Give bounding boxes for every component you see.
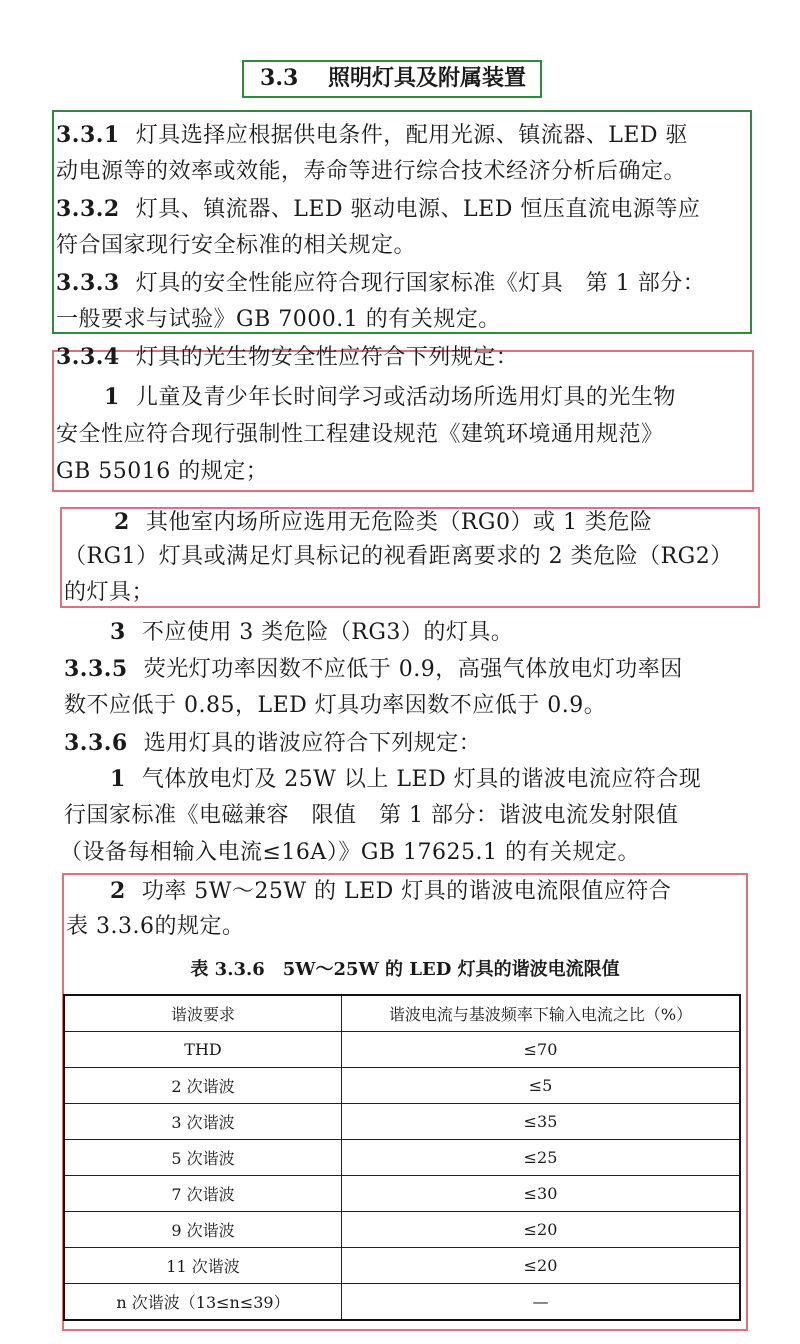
- table-row: [64, 1284, 740, 1321]
- harmonic-order-cell: 3 次谐波: [64, 1104, 342, 1140]
- clause-number: 3.3.4: [56, 344, 120, 370]
- item-text: 不应使用 3 类危险（RG3）的灯具。: [141, 620, 514, 645]
- clause-number: 3.3.6: [64, 730, 128, 756]
- harmonic-limit-cell: ≤70: [342, 1032, 741, 1068]
- clause-3-3-1-line-1: [56, 118, 756, 153]
- harmonic-limit-cell: ≤35: [342, 1104, 741, 1140]
- table-row: [64, 1068, 740, 1104]
- clause-number: 3.3.3: [56, 270, 120, 296]
- item-3-3-4-1-line-1: [56, 380, 800, 415]
- harmonic-order-cell: 5 次谐波: [64, 1140, 342, 1176]
- item-number: 1: [110, 766, 126, 792]
- harmonic-order-cell: 11 次谐波: [64, 1248, 342, 1284]
- clause-number: 3.3.2: [56, 196, 120, 222]
- item-3-3-6-2-line-2: 表 3.3.6的规定。: [66, 914, 245, 939]
- table-header-cell: 谐波要求: [64, 995, 342, 1032]
- item-text: 儿童及青少年长时间学习或活动场所选用灯具的光生物: [135, 385, 676, 410]
- clause-text: 灯具的光生物安全性应符合下列规定：: [135, 345, 519, 370]
- item-3-3-4-2-line-2: （RG1）灯具或满足灯具标记的视看距离要求的 2 类危险（RG2）: [64, 544, 733, 569]
- clause-text: 荧光灯功率因数不应低于 0.9，高强气体放电灯功率因: [143, 657, 683, 682]
- clause-text: 选用灯具的谐波应符合下列规定：: [143, 731, 482, 756]
- item-text: 其他室内场所应选用无危险类（RG0）或 1 类危险: [145, 510, 653, 535]
- table-header-cell: 谐波电流与基波频率下输入电流之比（%）: [342, 995, 741, 1032]
- harmonic-order-cell: 7 次谐波: [64, 1176, 342, 1212]
- clause-3-3-6-line-1: [64, 726, 764, 761]
- item-3-3-4-2-line-3: 的灯具；: [64, 580, 155, 605]
- clause-3-3-5-line-1: [64, 652, 764, 687]
- item-number: 1: [104, 384, 120, 410]
- item-3-3-4-2-line-1: [66, 505, 800, 540]
- harmonic-order-cell: n 次谐波（13≤n≤39）: [64, 1284, 342, 1321]
- clause-3-3-2-line-1: [56, 192, 756, 227]
- table-row: [64, 1104, 740, 1140]
- harmonic-order-cell: 9 次谐波: [64, 1212, 342, 1248]
- clause-number: 3.3.5: [64, 656, 128, 682]
- table-caption: 表 3.3.6 5W～25W 的 LED 灯具的谐波电流限值: [190, 959, 620, 980]
- item-3-3-4-1-line-3: GB 55016 的规定；: [56, 459, 269, 484]
- section-title: [244, 62, 542, 96]
- harmonic-order-cell: 2 次谐波: [64, 1068, 342, 1104]
- table-row: [64, 1032, 740, 1068]
- clause-number: 3.3.1: [56, 122, 120, 148]
- clause-text: 灯具的安全性能应符合现行国家标准《灯具 第 1 部分：: [135, 271, 706, 296]
- clause-3-3-2-line-2: 符合国家现行安全标准的相关规定。: [56, 233, 417, 258]
- harmonic-limit-cell: ≤5: [342, 1068, 741, 1104]
- table-row: [64, 1140, 740, 1176]
- harmonic-limit-cell: —: [342, 1284, 741, 1321]
- table-row: [64, 1248, 740, 1284]
- table-row: [64, 1176, 740, 1212]
- harmonic-order-cell: THD: [64, 1032, 342, 1068]
- item-3-3-4-3-line-1: [62, 615, 800, 650]
- clause-text: 灯具、镇流器、LED 驱动电源、LED 恒压直流电源等应: [135, 197, 701, 222]
- section-number: 3.3: [260, 65, 299, 91]
- item-text: 功率 5W～25W 的 LED 灯具的谐波电流限值应符合: [141, 879, 672, 904]
- table-row: [64, 1212, 740, 1248]
- clause-3-3-1-line-2: 动电源等的效率或效能，寿命等进行综合技术经济分析后确定。: [56, 159, 687, 184]
- item-number: 2: [114, 509, 130, 535]
- harmonic-limit-cell: ≤20: [342, 1212, 741, 1248]
- item-3-3-6-2-line-1: [62, 874, 800, 909]
- clause-3-3-3-line-1: [56, 266, 756, 301]
- harmonic-limit-cell: ≤25: [342, 1140, 741, 1176]
- clause-3-3-3-line-2: 一般要求与试验》GB 7000.1 的有关规定。: [56, 307, 501, 332]
- harmonic-limit-cell: ≤30: [342, 1176, 741, 1212]
- table-header-row: [64, 995, 740, 1032]
- item-3-3-6-1-line-1: [62, 762, 800, 797]
- item-number: 2: [110, 878, 126, 904]
- clause-3-3-5-line-2: 数不应低于 0.85，LED 灯具功率因数不应低于 0.9。: [64, 693, 607, 718]
- item-number: 3: [110, 619, 126, 645]
- section-title-text: 照明灯具及附属装置: [327, 65, 526, 91]
- harmonic-limit-table: [63, 994, 741, 1321]
- clause-text: 灯具选择应根据供电条件，配用光源、镇流器、LED 驱: [135, 123, 689, 148]
- clause-3-3-4-line-1: [56, 340, 756, 375]
- item-text: 气体放电灯及 25W 以上 LED 灯具的谐波电流应符合现: [141, 767, 702, 792]
- table-body: [64, 1032, 740, 1321]
- harmonic-limit-cell: ≤20: [342, 1248, 741, 1284]
- item-3-3-4-1-line-2: 安全性应符合现行强制性工程建设规范《建筑环境通用规范》: [56, 422, 664, 447]
- item-3-3-6-1-line-3: （设备每相输入电流≤16A）》GB 17625.1 的有关规定。: [60, 840, 641, 865]
- item-3-3-6-1-line-2: 行国家标准《电磁兼容 限值 第 1 部分：谐波电流发射限值: [64, 803, 679, 828]
